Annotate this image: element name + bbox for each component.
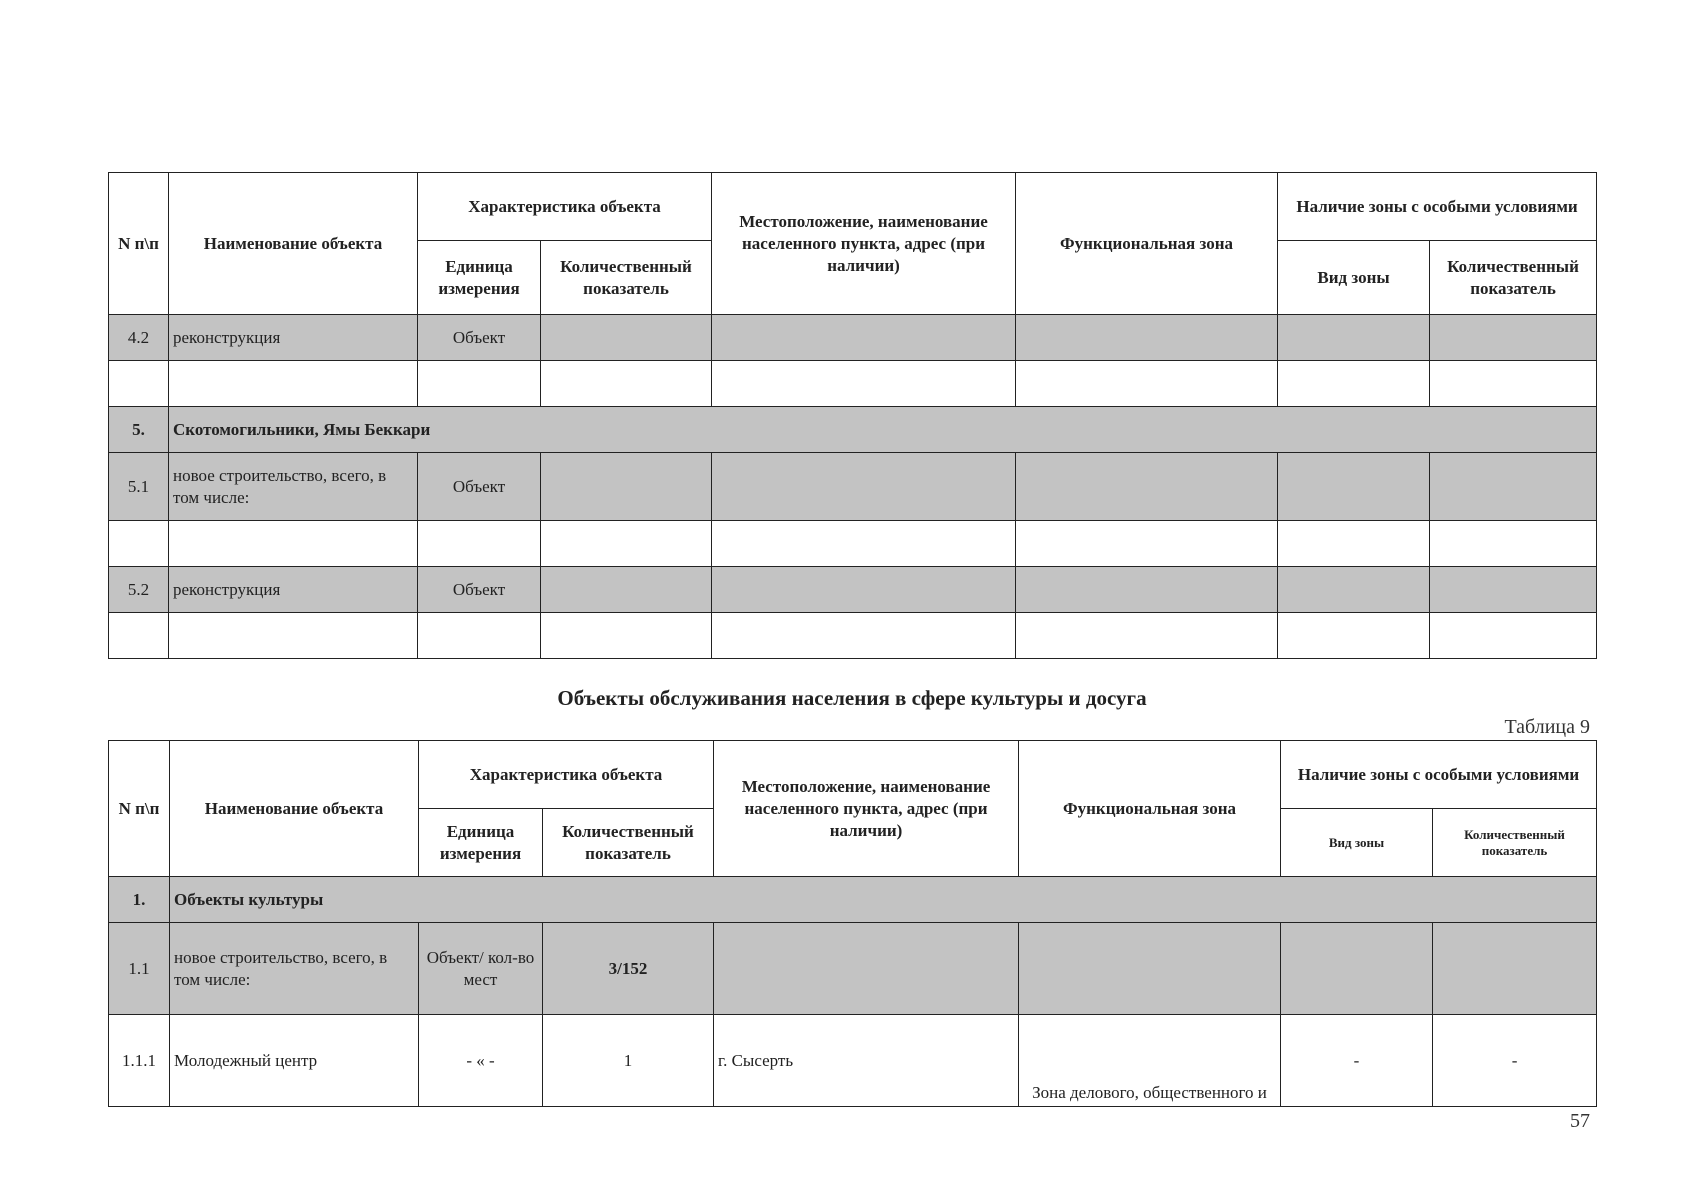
header-zone: Функциональная зона [1016,173,1278,315]
row-num: 5.1 [109,453,169,521]
row-name: реконструкция [169,315,418,361]
row-unit: Объект [418,567,541,613]
page-number: 57 [1570,1110,1590,1132]
table-row [109,613,1597,659]
header-zone-quantity: Количественный показатель [1433,809,1597,877]
header-zone-type: Вид зоны [1281,809,1433,877]
table-row [109,877,1597,923]
row-quantity: 1 [543,1015,714,1107]
row-location: г. Сысерть [714,1015,1019,1107]
header-location: Местоположение, наименование населенного пункта, адрес (при наличии) [712,173,1016,315]
table-bottom [108,740,1597,1107]
header-name: Наименование объекта [170,741,419,877]
header-quantity: Количественный показатель [543,809,714,877]
table-number: Таблица 9 [1504,716,1590,738]
header-zone-type: Вид зоны [1278,241,1430,315]
table-caption: Объекты обслуживания населения в сфере культуры и досуга [557,686,1147,710]
table-row [109,923,1597,1015]
row-num: 1.1.1 [109,1015,170,1107]
row-name: новое строительство, всего, в том числе: [170,923,419,1015]
section-title: Скотомогильники, Ямы Беккари [169,407,1597,453]
header-special-zone: Наличие зоны с особыми условиями [1281,741,1597,809]
header-special-zone: Наличие зоны с особыми условиями [1278,173,1597,241]
row-unit: Объект [418,453,541,521]
row-name: реконструкция [169,567,418,613]
table-row [109,361,1597,407]
header-unit: Единица измерения [419,809,543,877]
header-zone: Функциональная зона [1019,741,1281,877]
header-name: Наименование объекта [169,173,418,315]
row-num: 1. [109,877,170,923]
header-unit: Единица измерения [418,241,541,315]
header-location: Местоположение, наименование населенного пункта, адрес (при наличии) [714,741,1019,877]
row-num: 1.1 [109,923,170,1015]
row-zone-type: - [1281,1015,1433,1107]
section-title: Объекты культуры [170,877,1597,923]
header-zone-quantity: Количественный показатель [1430,241,1597,315]
row-num: 5.2 [109,567,169,613]
table-row [109,1015,1597,1107]
row-unit: - « - [419,1015,543,1107]
table-row [109,315,1597,361]
table-row [109,407,1597,453]
row-unit: Объект [418,315,541,361]
header-num: N п\п [109,741,170,877]
row-quantity: 3/152 [543,923,714,1015]
header-characteristic: Характеристика объекта [419,741,714,809]
table-row [109,567,1597,613]
row-unit: Объект/ кол-во мест [419,923,543,1015]
table-top [108,172,1597,659]
table-row [109,453,1597,521]
row-num: 5. [109,407,169,453]
row-zone-quantity: - [1433,1015,1597,1107]
row-zone: Зона делового, общественного и [1019,1015,1281,1107]
header-num: N п\п [109,173,169,315]
table-row [109,521,1597,567]
row-name: новое строительство, всего, в том числе: [169,453,418,521]
header-quantity: Количественный показатель [541,241,712,315]
row-num: 4.2 [109,315,169,361]
row-name: Молодежный центр [170,1015,419,1107]
header-characteristic: Характеристика объекта [418,173,712,241]
